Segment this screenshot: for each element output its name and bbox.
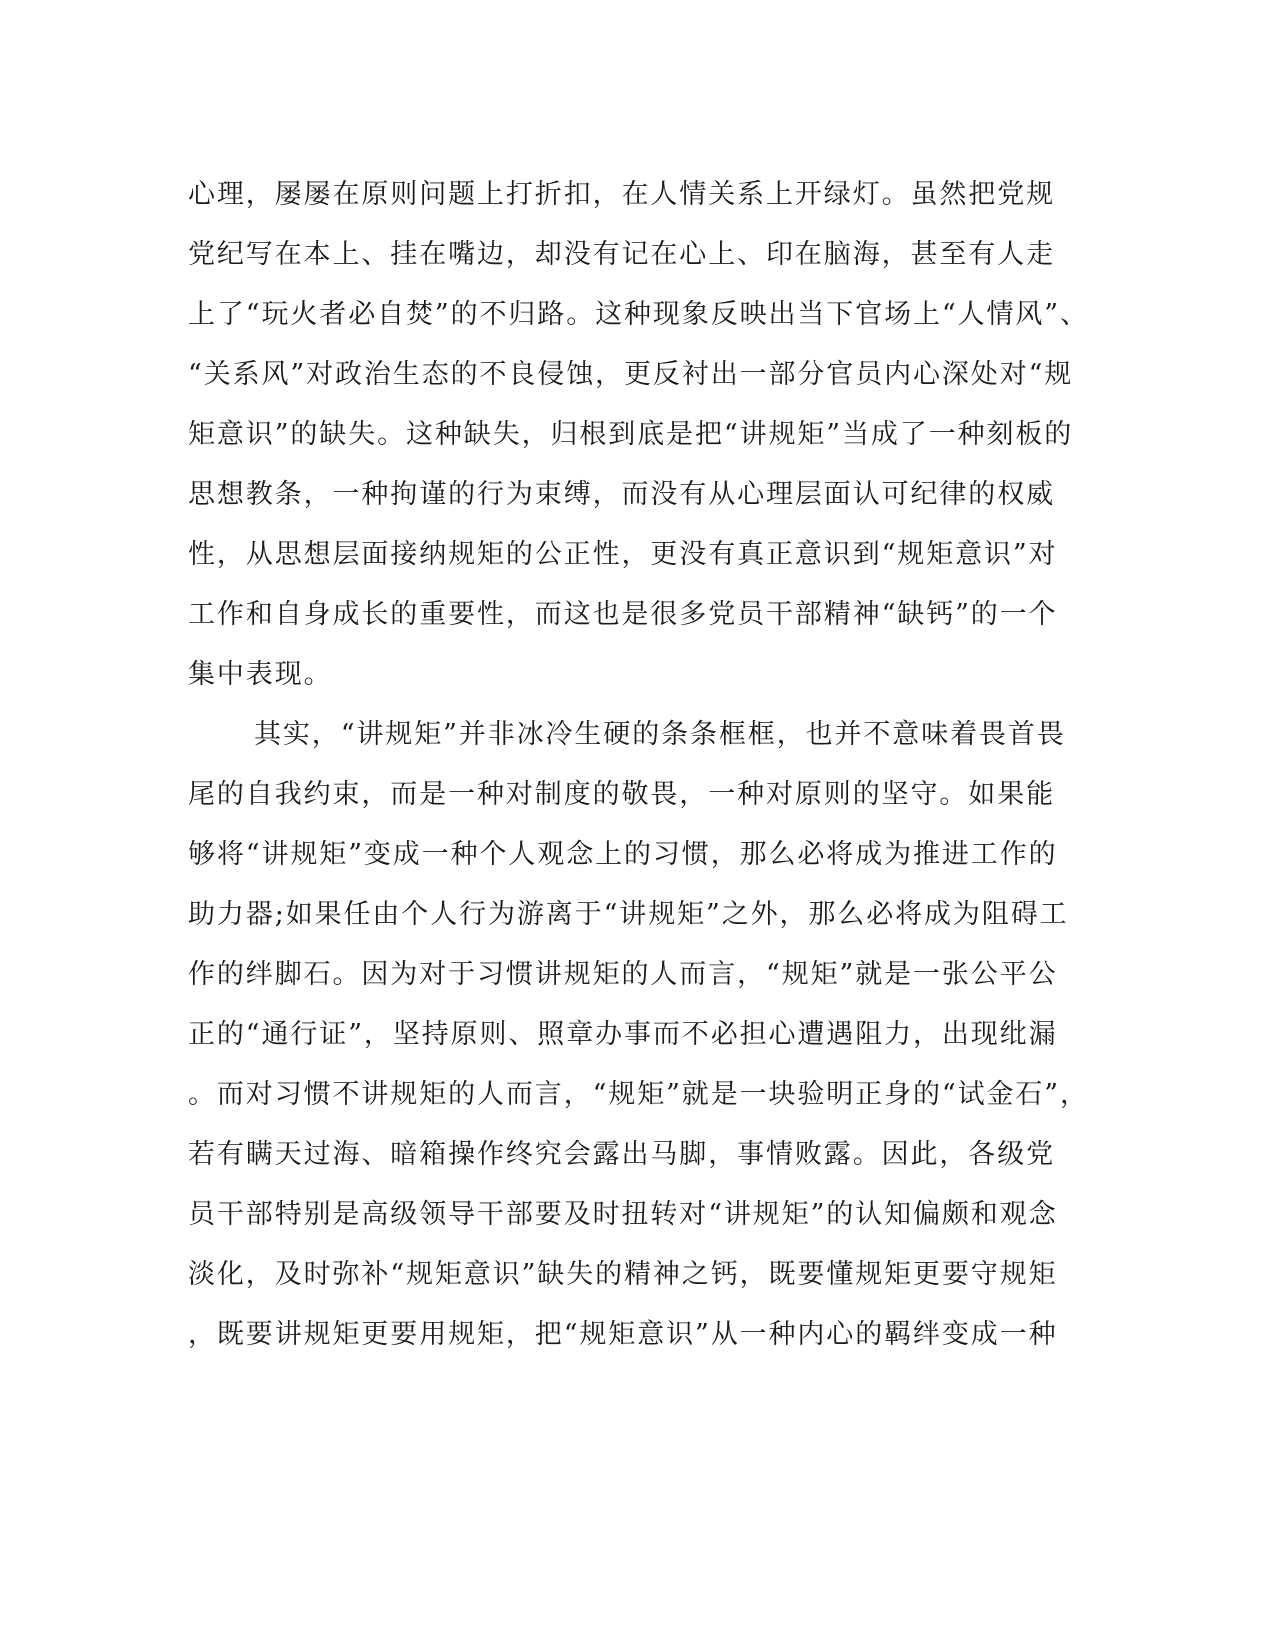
- text-line: 矩意识”的缺失。这种缺失，归根到底是把“讲规矩”当成了一种刻板的: [188, 419, 1074, 450]
- text-line: ，既要讲规矩更要用规矩，把“规矩意识”从一种内心的羁绊变成一种: [188, 1319, 1058, 1350]
- text-line: 若有瞒天过海、暗箱操作终究会露出马脚，事情败露。因此，各级党: [188, 1139, 1055, 1170]
- text-line: 集中表现。: [188, 659, 333, 690]
- text-line: 作的绊脚石。因为对于习惯讲规矩的人而言，“规矩”就是一张公平公: [188, 959, 1058, 990]
- text-line: 心理，屡屡在原则问题上打折扣，在人情关系上开绿灯。虽然把党规: [188, 179, 1055, 210]
- text-line: 。而对习惯不讲规矩的人而言，“规矩”就是一块验明正身的“试金石”，: [188, 1079, 1089, 1110]
- text-line: 思想教条，一种拘谨的行为束缚，而没有从心理层面认可纪律的权威: [188, 479, 1055, 510]
- text-line: 助力器;如果任由个人行为游离于“讲规矩”之外，那么必将成为阻碍工: [188, 899, 1069, 930]
- text-line: 其实，“讲规矩”并非冰冷生硬的条条框框，也并不意味着畏首畏: [254, 719, 1066, 750]
- text-line: 够将“讲规矩”变成一种个人观念上的习惯，那么必将成为推进工作的: [188, 839, 1058, 870]
- text-line: 正的“通行证”，坚持原则、照章办事而不必担心遭遇阻力，出现纰漏: [188, 1019, 1058, 1050]
- paragraph-2: [188, 705, 1088, 1365]
- paragraph-1: [188, 165, 1088, 705]
- text-line: 上了“玩火者必自焚”的不归路。这种现象反映出当下官场上“人情风”、: [188, 299, 1089, 330]
- text-line: 工作和自身成长的重要性，而这也是很多党员干部精神“缺钙”的一个: [188, 599, 1058, 630]
- text-line: “关系风”对政治生态的不良侵蚀，更反衬出一部分官员内心深处对“规: [188, 359, 1074, 390]
- text-line: 员干部特别是高级领导干部要及时扭转对“讲规矩”的认知偏颇和观念: [188, 1199, 1058, 1230]
- text-line: 党纪写在本上、挂在嘴边，却没有记在心上、印在脑海，甚至有人走: [188, 239, 1055, 270]
- text-line: 尾的自我约束，而是一种对制度的敬畏，一种对原则的坚守。如果能: [188, 779, 1055, 810]
- text-line: 性，从思想层面接纳规矩的公正性，更没有真正意识到“规矩意识”对: [188, 539, 1058, 570]
- body-text: [188, 165, 1088, 1365]
- text-line: 淡化，及时弥补“规矩意识”缺失的精神之钙，既要懂规矩更要守规矩: [188, 1259, 1058, 1290]
